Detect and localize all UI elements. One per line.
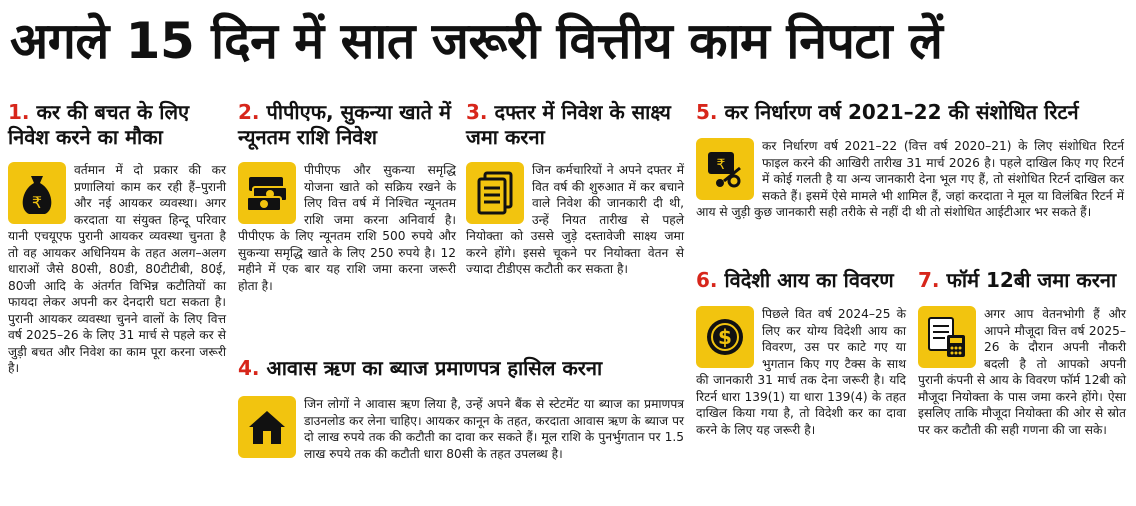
section-5-number: 5.: [696, 100, 718, 124]
headline: अगले 15 दिन में सात जरूरी वित्तीय काम निपटा लें: [10, 12, 943, 70]
section-7-number: 7.: [918, 268, 940, 292]
section-5-heading: कर निर्धारण वर्ष 2021–22 की संशोधित रिटर्न: [724, 100, 1079, 124]
document-icon: [466, 162, 524, 224]
section-2-title: [238, 100, 456, 152]
section-6-heading: विदेशी आय का विवरण: [724, 268, 894, 292]
section-3-title: [466, 100, 684, 152]
section-1-body: वर्तमान में दो प्रकार की कर प्रणालियां काम कर रही हैं–पुरानी और नई आयकर व्यवस्था। अगर करदाता या संयुक्त हिन्दू परिवार यानी एचयूएफ पुरानी आयकर व्यवस्था चुनता है तो वह आयकर अधिनियम के तहत अलग–अलग धाराओं जैसे 80सी, 80डी, 80टीटीबी, 80ई, 80जी आदि के अंतर्गत विभिन्न कटौतियों का फायदा लेकर अपनी कर देनदारी घटा सकता है। पुरानी आयकर व्यवस्था चुनने वालों के लिए वित्त वर्ष 2025–26 के लिए 31 मार्च से पहले कर से जुड़ी बचत और निवेश का काम पूरा करना जरूरी है।: [8, 163, 226, 375]
cash-bundles-icon: [238, 162, 296, 224]
money-bag-rupee-icon: [8, 162, 66, 224]
svg-text:$: $: [718, 325, 732, 349]
section-2-number: 2.: [238, 100, 260, 124]
section-1-number: 1.: [8, 100, 30, 124]
section-6-title: [696, 268, 906, 300]
section-2-body: पीपीएफ और सुकन्या समृद्धि योजना खाते को सक्रिय रखने के लिए वित्त वर्ष में निश्चित न्यूनतम राशि जमा करना अनिवार्य है। पीपीएफ के लिए न्यूनतम राशि 500 रुपये और सुकन्या समृद्धि खाते के लिए 250 रुपये है। 12 महीने में एक बार यह राशि जमा करना जरूरी होता है।: [238, 163, 456, 293]
section-5: [696, 100, 1124, 221]
form-calculator-icon: [918, 306, 976, 368]
section-6: [696, 268, 906, 438]
section-4-heading: आवास ऋण का ब्याज प्रमाणपत्र हासिल करना: [266, 356, 603, 380]
section-5-title: [696, 100, 1124, 132]
section-1: [8, 100, 226, 377]
section-5-body: कर निर्धारण वर्ष 2021–22 (वित्त वर्ष 2020–21) के लिए संशोधित रिटर्न फाइल करने की आखिरी तारीख 31 मार्च 2026 है। पहले दाखिल किए गए रिटर्न में कोई गलती है या अन्य जानकारी देना भूल गए हैं, तो संशोधित रिटर्न दाखिल कर सकते हैं। इसमें ऐसे मामले भी शामिल हैं, जहां करदाता ने मूल या विलंबित रिटर्न में आय से जुड़ी कुछ जानकारी सही तरीके से नहीं दी थी तो संशोधित आईटीआर भर सकते हैं।: [696, 139, 1124, 219]
svg-text:₹: ₹: [716, 157, 726, 173]
section-4-number: 4.: [238, 356, 260, 380]
section-1-heading: कर की बचत के लिए निवेश करने का मौका: [8, 100, 190, 149]
tax-cut-icon: [696, 138, 754, 200]
house-icon: [238, 396, 296, 458]
svg-text:₹: ₹: [31, 193, 43, 212]
section-7-heading: फॉर्म 12बी जमा करना: [946, 268, 1117, 292]
dollar-coin-icon: [696, 306, 754, 368]
section-3-number: 3.: [466, 100, 488, 124]
section-3-body: जिन कर्मचारियों ने अपने दफ्तर में वित वर्ष की शुरुआत में कर बचाने वाले निवेश की जानकारी दी थी, उन्हें नियत तारीख से पहले नियोक्ता को उससे जुड़े दस्तावेजी साक्ष्य जमा करने होंगे। इससे चूकने पर नियोक्ता वेतन से ज्यादा टीडीएस कटौती कर सकता है।: [466, 163, 684, 276]
section-7: [918, 268, 1126, 438]
section-3: [466, 100, 684, 278]
section-1-title: [8, 100, 226, 152]
section-3-heading: दफ्तर में निवेश के साक्ष्य जमा करना: [466, 100, 671, 149]
section-2: [238, 100, 456, 294]
section-7-title: [918, 268, 1126, 300]
section-4: [238, 356, 684, 462]
section-6-number: 6.: [696, 268, 718, 292]
section-4-body: जिन लोगों ने आवास ऋण लिया है, उन्हें अपने बैंक से स्टेटमेंट या ब्याज का प्रमाणपत्र डाउनलोड कर लेना चाहिए। आयकर कानून के तहत, करदाता आवास ऋण के ब्याज पर दो लाख रुपये तक की कटौती का दावा कर सकते हैं। मूल राशि के पुनर्भुगतान पर 1.5 लाख रुपये तक की कटौती धारा 80सी के तहत उपलब्ध है।: [304, 397, 684, 461]
section-2-heading: पीपीएफ, सुकन्या खाते में न्यूनतम राशि निवेश: [238, 100, 451, 149]
section-6-body: पिछले वित वर्ष 2024–25 के लिए कर योग्य विदेशी आय का विवरण, उस पर काटे गए या भुगतान किए गए टैक्स के साथ की जानकारी 31 मार्च तक देना जरूरी है। यदि रिटर्न धारा 139(1) या धारा 139(4) के तहत दाखिल किया गया है, तो विदेशी कर का दावा करने के लिए यह जरूरी है।: [696, 307, 906, 437]
section-7-body: अगर आप वेतनभोगी हैं और आपने मौजूदा वित्त वर्ष 2025–26 के दौरान अपनी नौकरी बदली है तो आपको अपनी पुरानी कंपनी से आय के विवरण फॉर्म 12बी को मौजूदा नियोक्ता के पास जमा करने होंगे। ऐसा इसलिए ताकि मौजूदा नियोक्ता की ओर से स्रोत पर कर कटौती की सही गणना की जा सके।: [918, 307, 1126, 437]
section-4-title: [238, 356, 684, 388]
